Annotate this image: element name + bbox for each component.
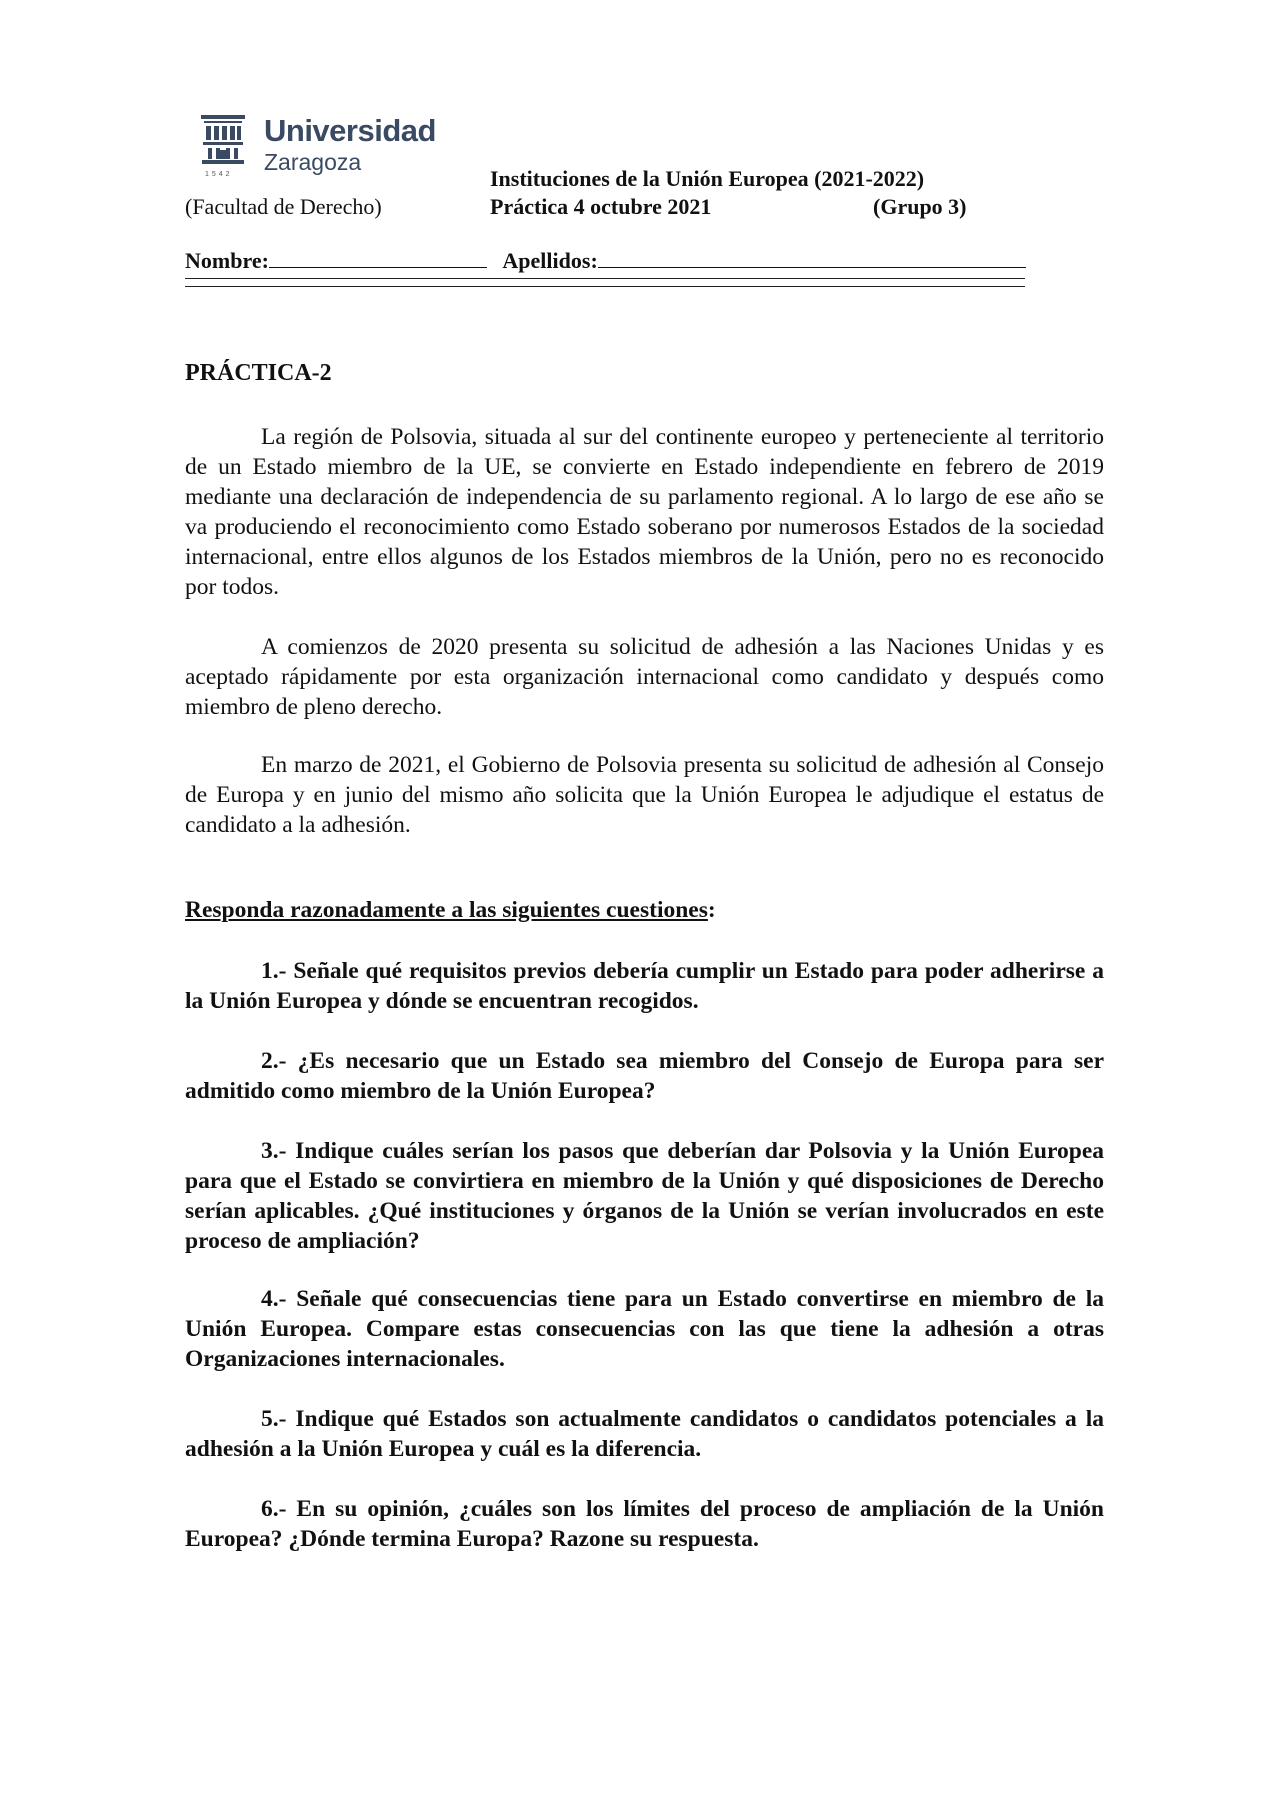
logo-subtitle: Zaragoza	[264, 149, 362, 175]
logo-wordmark: Universidad	[264, 113, 436, 148]
instructions-text: Responda razonadamente a las siguientes cuestiones	[185, 897, 708, 923]
question-item: 2.- ¿Es necesario que un Estado sea miembro del Consejo de Europa para ser admitido como miembro de la Unión Europea?	[185, 1048, 1104, 1104]
name-row	[185, 247, 1026, 274]
case-paragraph: En marzo de 2021, el Gobierno de Polsovia presenta su solicitud de adhesión al Consejo de Europa y en junio del mismo año solicita que la Unión Europea le adjudique el estatus de candidato a la adhesión.	[185, 752, 1104, 838]
question-item: 6.- En su opinión, ¿cuáles son los límites del proceso de ampliación de la Unión Europea? ¿Dónde termina Europa? Razone su respuesta.	[185, 1496, 1104, 1552]
case-paragraph: A comienzos de 2020 presenta su solicitud de adhesión a las Naciones Unidas y es aceptado rápidamente por esta organización internacional como candidato y después como miembro de pleno derecho.	[185, 634, 1104, 720]
practice-title: PRÁCTICA-2	[185, 360, 332, 386]
question-item: 3.- Indique cuáles serían los pasos que deberían dar Polsovia y la Unión Europea para que el Estado se convirtiera en miembro de la Unión y qué disposiciones de Derecho serían aplicables. ¿Qué instituciones y órganos de la Unión se verían involucrados en este proceso de ampliación?	[185, 1138, 1104, 1254]
question-item: 5.- Indique qué Estados son actualmente candidatos o candidatos potenciales a la adhesión a la Unión Europea y cuál es la diferencia.	[185, 1406, 1104, 1462]
apellidos-label: Apellidos:	[502, 248, 598, 273]
case-paragraph: La región de Polsovia, situada al sur del continente europeo y perteneciente al territorio de un Estado miembro de la UE, se convierte en Estado independiente en febrero de 2019 mediante una declaración de independencia de su parlamento regional. A lo largo de ese año se va produciendo el reconocimiento como Estado soberano por numerosos Estados de la sociedad internacional, entre ellos algunos de los Estados miembros de la Unión, pero no es reconocido por todos.	[185, 424, 1104, 600]
instructions-colon: :	[707, 897, 716, 923]
apellidos-field[interactable]	[598, 247, 1026, 268]
group-label: (Grupo 3)	[873, 194, 967, 219]
instructions-heading	[185, 897, 716, 924]
course-title: Instituciones de la Unión Europea (2021-2022)	[490, 166, 925, 191]
university-building-icon	[200, 113, 246, 169]
faculty-label: (Facultad de Derecho)	[185, 194, 382, 219]
question-item: 4.- Señale qué consecuencias tiene para un Estado convertirse en miembro de la Unión Europea. Compare estas consecuencias con las que tiene la adhesión a otras Organizaciones internacionales.	[185, 1286, 1104, 1372]
nombre-label: Nombre:	[185, 248, 269, 273]
university-logo	[200, 113, 460, 183]
practice-date: Práctica 4 octubre 2021	[490, 194, 712, 219]
nombre-field[interactable]	[269, 247, 487, 268]
logo-year: 1542	[205, 171, 233, 178]
question-item: 1.- Señale qué requisitos previos debería cumplir un Estado para poder adherirse a la Unión Europea y dónde se encuentran recogidos.	[185, 958, 1104, 1014]
double-rule-divider	[185, 278, 1025, 287]
